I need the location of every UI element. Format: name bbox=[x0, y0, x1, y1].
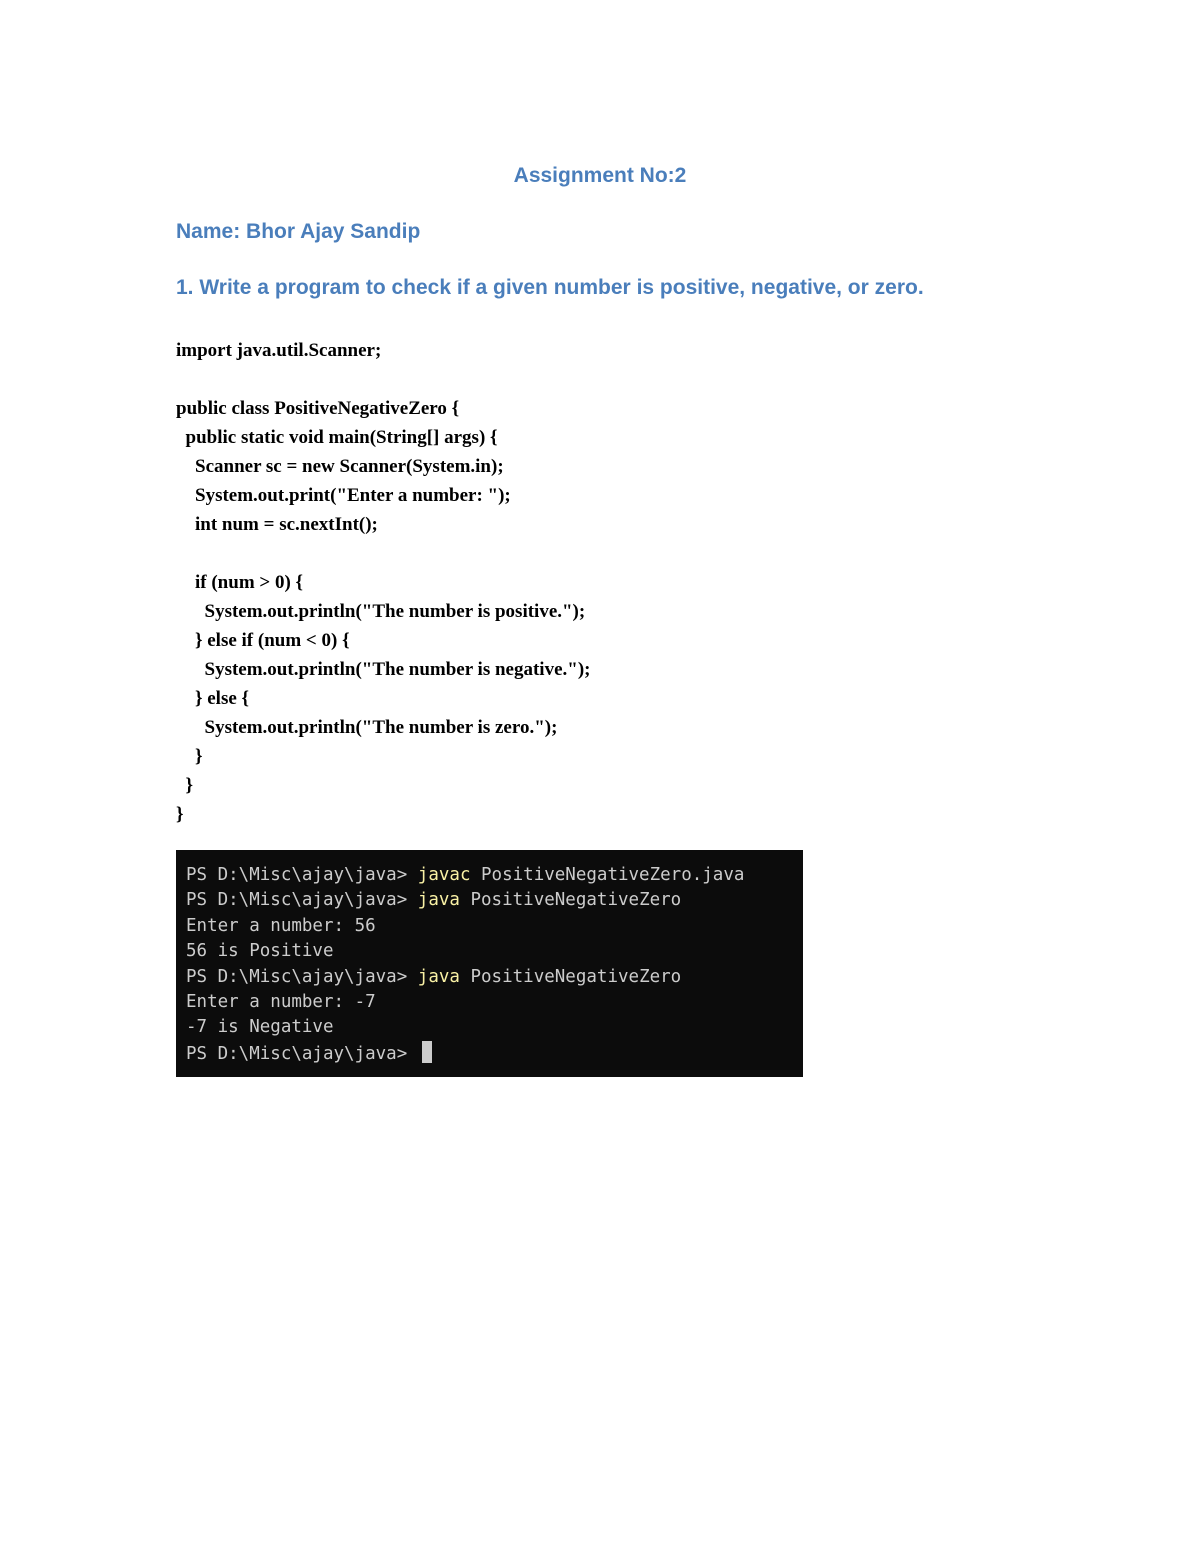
terminal-command-args: PositiveNegativeZero.java bbox=[470, 865, 745, 885]
code-line: public class PositiveNegativeZero { bbox=[176, 398, 460, 419]
terminal-cursor bbox=[422, 1041, 432, 1063]
terminal-prompt: PS D:\Misc\ajay\java> bbox=[186, 966, 418, 987]
code-line: } bbox=[176, 746, 203, 767]
terminal-line bbox=[186, 965, 803, 990]
code-line: System.out.println("The number is positive."); bbox=[176, 601, 586, 622]
terminal-prompt: PS D:\Misc\ajay\java> bbox=[186, 890, 418, 911]
code-line: int num = sc.nextInt(); bbox=[176, 514, 378, 535]
terminal-command: java bbox=[417, 966, 460, 987]
code-line: Scanner sc = new Scanner(System.in); bbox=[176, 456, 504, 477]
terminal-line bbox=[186, 1041, 803, 1066]
terminal-output: -7 is Negative bbox=[186, 1017, 334, 1038]
code-line bbox=[176, 539, 590, 568]
assignment-title: Assignment No:2 bbox=[513, 164, 687, 187]
code-line: } else if (num < 0) { bbox=[176, 630, 350, 651]
terminal-prompt: PS D:\Misc\ajay\java> bbox=[186, 1043, 418, 1064]
terminal-output: Enter a number: 56 bbox=[186, 915, 376, 936]
question-text: 1. Write a program to check if a given number is positive, negative, or zero. bbox=[176, 276, 924, 299]
code-line: } bbox=[176, 804, 184, 825]
terminal-line bbox=[186, 990, 803, 1015]
terminal-screenshot bbox=[176, 850, 803, 1077]
student-name: Name: Bhor Ajay Sandip bbox=[176, 220, 421, 243]
terminal-line bbox=[186, 888, 803, 913]
terminal-output: Enter a number: -7 bbox=[186, 991, 376, 1012]
code-line: } bbox=[176, 775, 193, 796]
code-line: } else { bbox=[176, 688, 250, 709]
terminal-output: 56 is Positive bbox=[186, 941, 334, 962]
code-listing bbox=[176, 336, 590, 829]
terminal-command: java bbox=[417, 890, 460, 911]
terminal-prompt: PS D:\Misc\ajay\java> bbox=[186, 865, 418, 885]
terminal-line bbox=[186, 914, 803, 939]
terminal-line bbox=[186, 1015, 803, 1040]
terminal-line bbox=[186, 863, 803, 888]
code-line: if (num > 0) { bbox=[176, 572, 304, 593]
terminal-command: javac bbox=[417, 865, 471, 885]
terminal-line bbox=[186, 939, 803, 964]
code-line: System.out.println("The number is negative."); bbox=[176, 659, 591, 680]
code-line: import java.util.Scanner; bbox=[176, 340, 382, 361]
terminal-command-args: PositiveNegativeZero bbox=[459, 890, 682, 911]
terminal-command-args: PositiveNegativeZero bbox=[459, 966, 682, 987]
code-line bbox=[176, 365, 590, 394]
code-line: System.out.println("The number is zero."); bbox=[176, 717, 558, 738]
code-line: System.out.print("Enter a number: "); bbox=[176, 485, 511, 506]
code-line: public static void main(String[] args) { bbox=[176, 427, 498, 448]
